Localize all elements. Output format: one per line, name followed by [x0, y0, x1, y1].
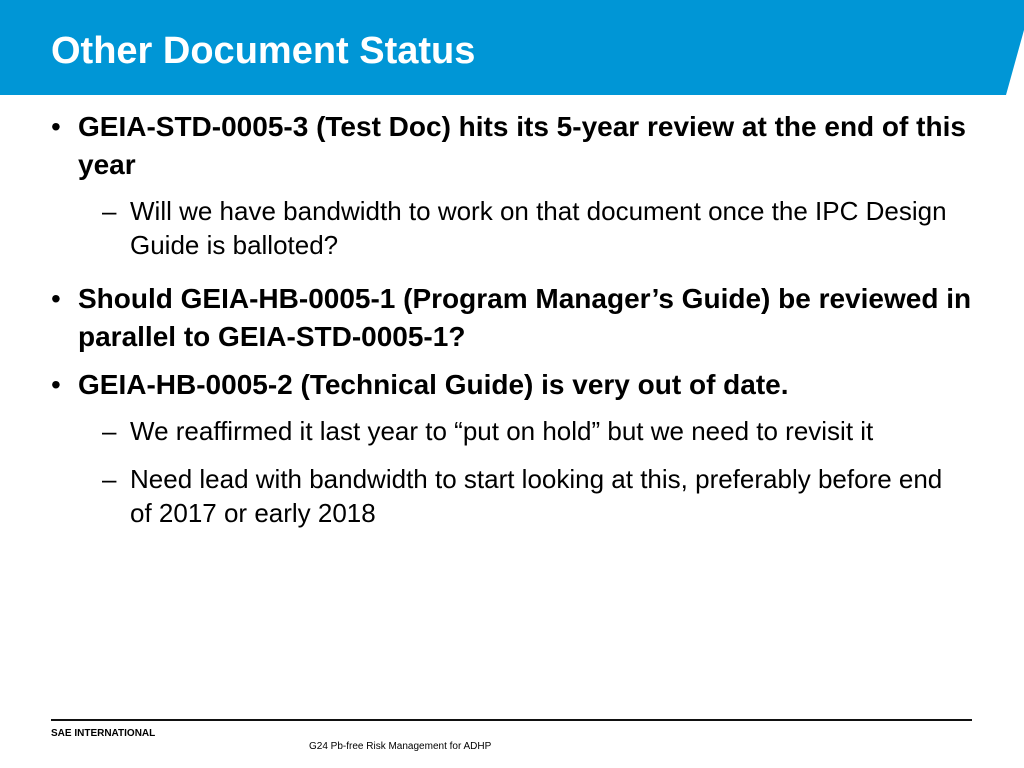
dash-marker: – [102, 416, 117, 446]
bullet-text: GEIA-STD-0005-3 (Test Doc) hits its 5-year review at the end of this year [78, 111, 966, 180]
sub-bullet-text: Will we have bandwidth to work on that document once the IPC Design Guide is balloted? [130, 196, 947, 260]
dash-marker: – [102, 196, 117, 226]
bullet-item [0, 366, 990, 404]
sub-bullet-item [0, 194, 960, 262]
slide-title: Other Document Status [51, 30, 476, 72]
dash-marker: – [102, 464, 117, 494]
bullet-list [0, 108, 1024, 544]
bullet-item [0, 280, 990, 356]
footer-organization: SAE INTERNATIONAL [51, 728, 156, 739]
bullet-text: Should GEIA-HB-0005-1 (Program Manager’s Guide) be reviewed in parallel to GEIA-STD-0005-1? [78, 283, 972, 352]
sub-bullet-text: Need lead with bandwidth to start looking at this, preferably before end of 2017 or early 2018 [130, 464, 943, 528]
footer-divider [51, 719, 972, 721]
bullet-text: GEIA-HB-0005-2 (Technical Guide) is very out of date. [78, 369, 789, 400]
sub-bullet-text: We reaffirmed it last year to “put on hold” but we need to revisit it [130, 416, 874, 446]
bullet-marker: • [51, 369, 61, 400]
bullet-marker: • [51, 111, 61, 142]
title-bar [0, 0, 1024, 95]
footer-meeting-name: G24 Pb-free Risk Management for ADHP [309, 741, 492, 752]
bullet-marker: • [51, 283, 61, 314]
sub-bullet-item [0, 462, 960, 530]
bullet-item [0, 108, 990, 184]
sub-bullet-item [0, 414, 960, 448]
